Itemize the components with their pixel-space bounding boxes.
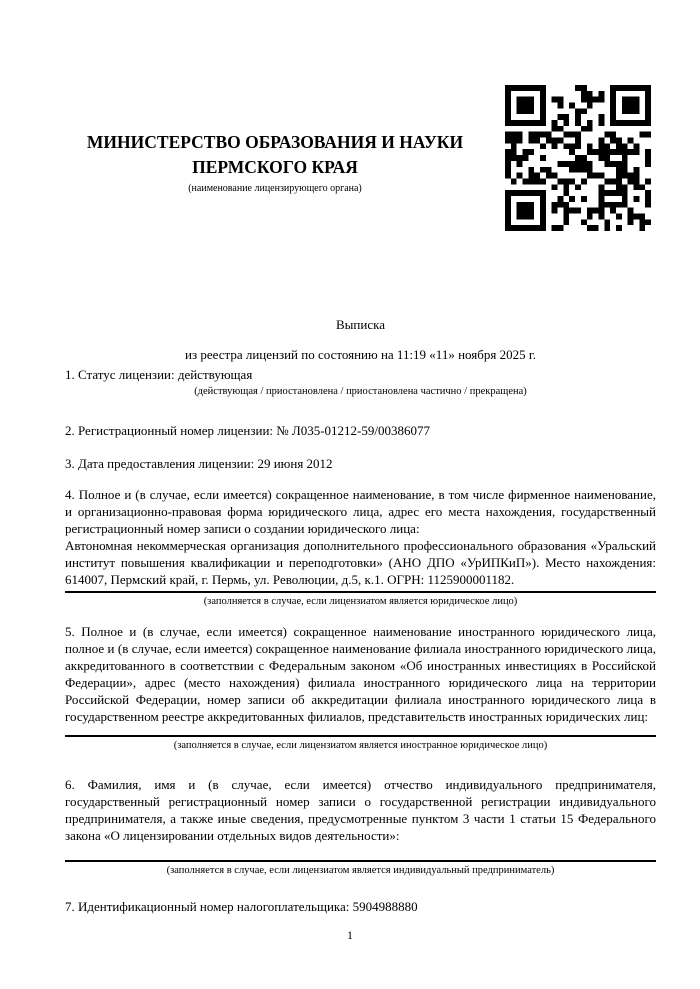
legal-entity-description: 4. Полное и (в случае, если имеется) сокращенное наименование, в том числе фирменное наименование, и организационно-правовая форма юридического лица, адрес его места нахождения, государственный регистрационный номер записи о создании юридического лица: [65, 487, 656, 536]
section-foreign-entity [65, 623, 656, 752]
section-license-status [65, 366, 656, 398]
title-line2: из реестра лицензий по состоянию на 11:19 «11» ноября 2025 г. [185, 347, 536, 362]
licensing-authority-header [60, 130, 490, 195]
inn-text: 7. Идентификационный номер налогоплательщика: 5904988880 [65, 899, 418, 914]
individual-entrepreneur-rule [65, 860, 656, 862]
registration-number-text: 2. Регистрационный номер лицензии: № Л035-01212-59/00386077 [65, 423, 431, 438]
ministry-name-line2: ПЕРМСКОГО КРАЯ [192, 157, 358, 177]
section-grant-date [65, 455, 656, 472]
ministry-caption: (наименование лицензирующего органа) [188, 183, 362, 194]
section-legal-entity [65, 486, 656, 608]
grant-date-text: 3. Дата предоставления лицензии: 29 июня 2012 [65, 456, 333, 471]
section-inn [65, 898, 656, 915]
legal-entity-caption: (заполняется в случае, если лицензиатом является юридическое лицо) [203, 596, 518, 607]
qr-code-icon [505, 85, 651, 231]
foreign-entity-description: 5. Полное и (в случае, если имеется) сокращенное наименование иностранного юридического лица, полное и (в случае, если имеется) сокращенное наименование филиала иностранного юридического лица, аккредитованного в соответствии с Федеральным законом «Об иностранных инвестициях в Российской Федерации», адрес (место нахождения) филиала иностранного юридического лица на территории Российской Федерации, номер записи об аккредитации филиала иностранного юридического лица в государственном реестре аккредитованных филиалов, представительств иностранных юридических лиц: [65, 624, 656, 724]
legal-entity-value: Автономная некоммерческая организация дополнительного профессионального образования «Уральский институт повышения квалификации и переподготовки» (АНО ДПО «УрИПКиП»). Место нахождения: 614007, Пермский край, г. Пермь, ул. Революции, д.5, к.1. ОГРН: 1125900001182. [65, 538, 656, 587]
title-line1: Выписка [336, 317, 385, 332]
individual-entrepreneur-caption: (заполняется в случае, если лицензиатом является индивидуальный предприниматель) [166, 865, 555, 876]
license-status-caption: (действующая / приостановлена / приостановлена частично / прекращена) [194, 386, 527, 397]
document-body [65, 366, 656, 915]
individual-entrepreneur-description: 6. Фамилия, имя и (в случае, если имеется) отчество индивидуального предпринимателя, государственный регистрационный номер записи о государственной регистрации индивидуального предпринимателя, а также иные сведения, предусмотренные пунктом 3 части 1 статьи 15 Федерального закона «О лицензировании отдельных видов деятельности»: [65, 777, 656, 843]
legal-entity-rule [65, 591, 656, 593]
foreign-entity-caption: (заполняется в случае, если лицензиатом является иностранное юридическое лицо) [173, 740, 548, 751]
ministry-name-line1: МИНИСТЕРСТВО ОБРАЗОВАНИЯ И НАУКИ [86, 132, 464, 152]
page-number: 1 [347, 928, 353, 942]
license-status-text: 1. Статус лицензии: действующая [65, 367, 253, 382]
section-individual-entrepreneur [65, 776, 656, 877]
section-registration-number [65, 422, 656, 439]
foreign-entity-rule [65, 735, 656, 737]
